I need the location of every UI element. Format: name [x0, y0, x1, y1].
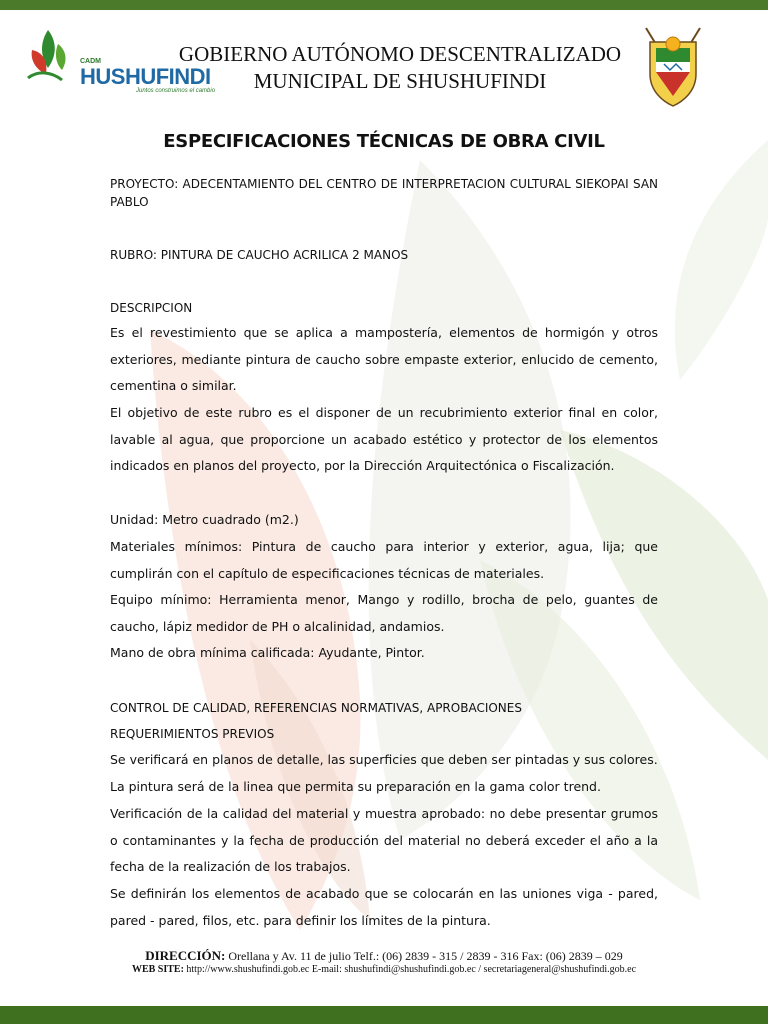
leaf-bird-icon: [18, 20, 78, 90]
coat-of-arms-icon: [640, 24, 706, 108]
materials-text: Materiales mínimos: Pintura de caucho para interior y exterior, agua, lija; que cumplirán con el capítulo de especificaciones técnicas de materiales.: [110, 539, 658, 581]
rubro-heading: RUBRO: PINTURA DE CAUCHO ACRILICA 2 MANOS: [110, 248, 409, 262]
footer-website-label: WEB SITE:: [131, 964, 184, 975]
requirement-paragraph-4: Se definirán los elementos de acabado que se colocarán en las uniones viga - pared, pared - pared, filos, etc. para definir los límites de la pintura.: [110, 886, 658, 928]
equipment-text: Equipo mínimo: Herramienta menor, Mango y rodillo, brocha de pelo, guantes de caucho, lápiz medidor de PH o alcalinidad, andamios.: [110, 592, 658, 634]
description-paragraph-2: El objetivo de este rubro es el disponer de un recubrimiento exterior final en color, lavable al agua, que proporcione un acabado estético y protector de los elementos indicados en planos del proyecto, por la Dirección Arquitectónica o Fiscalización.: [110, 405, 658, 473]
logo-tagline: Juntos construimos el cambio: [136, 88, 216, 94]
requirements-heading: REQUERIMIENTOS PREVIOS: [110, 727, 275, 741]
unit-text: Unidad: Metro cuadrado (m2.): [110, 512, 299, 527]
project-heading: PROYECTO: ADECENTAMIENTO DEL CENTRO DE INTERPRETACION CULTURAL SIEKOPAI SAN PABLO: [110, 177, 658, 209]
institution-title-line1: GOBIERNO AUTÓNOMO DESCENTRALIZADO: [178, 42, 622, 66]
logo-name: HUSHUFINDI: [80, 64, 211, 89]
requirement-paragraph-3: Verificación de la calidad del material y muestra aprobado: no debe presentar grumos o contaminantes y la fecha de producción del material no deberá exceder el año a la fecha de la realización de los trabajos.: [110, 806, 658, 874]
footer-website-text[interactable]: http://www.shushufindi.gob.ec E-mail: shushufindi@shushufindi.gob.ec / secretariageneral@shushufindi.gob.ec: [186, 964, 637, 975]
footer-address-text: Orellana y Av. 11 de julio Telf.: (06) 2839 - 315 / 2839 - 316 Fax: (06) 2839 – 029: [228, 949, 623, 963]
requirement-paragraph-2: La pintura será de la linea que permita su preparación en la gama color trend.: [110, 779, 601, 794]
document-title: ESPECIFICACIONES TÉCNICAS DE OBRA CIVIL: [163, 131, 605, 152]
labor-text: Mano de obra mínima calificada: Ayudante, Pintor.: [110, 645, 425, 660]
quality-control-heading: CONTROL DE CALIDAD, REFERENCIAS NORMATIVAS, APROBACIONES: [110, 701, 522, 715]
institution-title-line2: MUNICIPAL DE SHUSHUFINDI: [253, 69, 547, 93]
footer-website: [0, 964, 768, 975]
description-heading: DESCRIPCION: [110, 301, 193, 315]
footer-address: [0, 948, 768, 964]
footer-address-label: DIRECCIÓN:: [145, 948, 226, 963]
logo-abbreviation: CADM: [80, 58, 101, 65]
requirement-paragraph-1: Se verificará en planos de detalle, las superficies que deben ser pintadas y sus colores.: [110, 752, 658, 767]
description-paragraph-1: Es el revestimiento que se aplica a mampostería, elementos de hormigón y otros exteriores, mediante pintura de caucho sobre empaste exterior, enlucido de cemento, cementina o similar.: [110, 325, 658, 393]
